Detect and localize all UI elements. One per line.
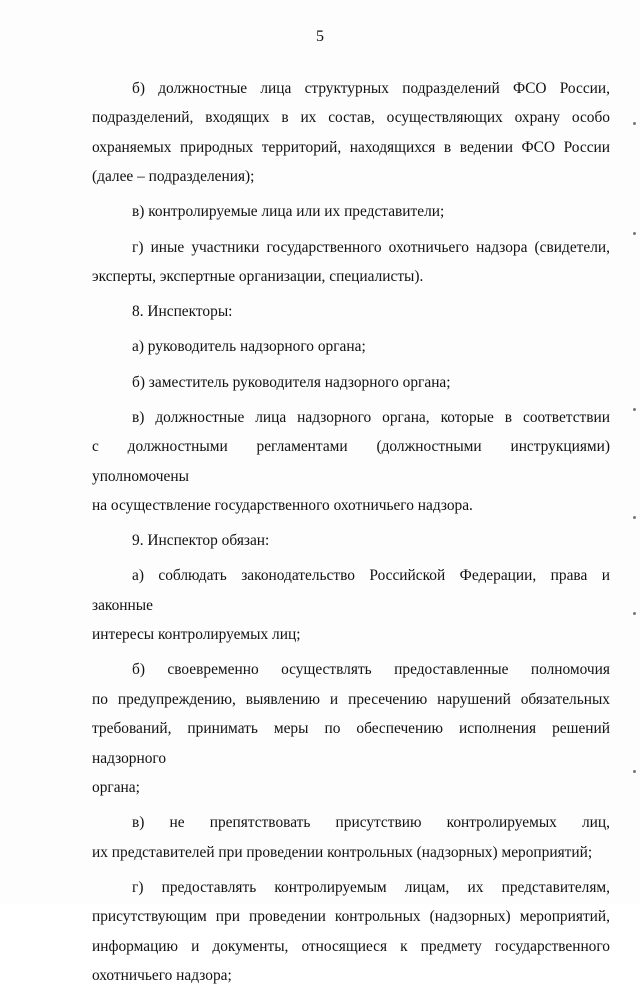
- text-line: б) должностные лица структурных подразделений ФСО России,: [132, 80, 610, 97]
- text-line: б) своевременно осуществлять предоставленные полномочия: [132, 661, 610, 679]
- text-line: органа;: [92, 779, 140, 797]
- paragraph-g-other-participants: [92, 233, 610, 292]
- paragraph-v-not-obstruct: [92, 808, 610, 867]
- text-line: г) предоставлять контролируемым лицам, их представителям,: [132, 878, 610, 896]
- paragraph-b-exercise-powers: [92, 655, 610, 802]
- text-line: присутствующим при проведении контрольных (надзорных) мероприятий,: [92, 908, 610, 926]
- text-line: в) должностные лица надзорного органа, которые в соответствии: [132, 408, 610, 426]
- paragraph-v-controlled-persons: [92, 197, 610, 226]
- page-number: 5: [316, 28, 324, 45]
- paragraph-v-authorized-officials: [92, 403, 610, 521]
- text-line: в) не препятствовать присутствию контролируемых лиц,: [132, 814, 610, 832]
- scan-artifact: [633, 232, 636, 235]
- scan-artifact: [633, 770, 636, 773]
- text-line: 8. Инспекторы:: [132, 303, 233, 321]
- section-8-heading: [92, 297, 610, 326]
- paragraph-b-deputy: [92, 368, 610, 397]
- text-line: подразделений, входящих в их состав, осуществляющих охрану особо: [92, 109, 610, 127]
- document-body: [92, 74, 610, 996]
- text-line: на осуществление государственного охотничьего надзора.: [92, 497, 473, 515]
- text-line: г) иные участники государственного охотничьего надзора (свидетели,: [132, 238, 610, 256]
- text-line: требований, принимать меры по обеспечению исполнения решений надзорного: [92, 720, 610, 767]
- text-line: а) соблюдать законодательство Российской Федерации, права и законные: [92, 567, 610, 614]
- paragraph-a-head: [92, 332, 610, 361]
- paragraph-b-officials: [92, 74, 610, 192]
- scan-artifact: [633, 612, 636, 615]
- text-line: их представителей при проведении контрольных (надзорных) мероприятий;: [92, 843, 593, 861]
- text-line: по предупреждению, выявлению и пресечению нарушений обязательных: [92, 690, 610, 708]
- paragraph-g-provide-information: [92, 873, 610, 991]
- text-line: с должностными регламентами (должностными инструкциями) уполномочены: [92, 438, 610, 485]
- text-line: охотничьего надзора;: [92, 967, 232, 985]
- paragraph-a-comply-law: [92, 561, 610, 649]
- scan-artifact: [633, 122, 636, 125]
- text-line: а) руководитель надзорного органа;: [132, 338, 366, 356]
- text-line: в) контролируемые лица или их представители;: [132, 203, 445, 221]
- text-line: охраняемых природных территорий, находящихся в ведении ФСО России: [92, 138, 610, 156]
- text-line: информацию и документы, относящиеся к предмету государственного: [92, 937, 610, 955]
- text-line: (далее – подразделения);: [92, 168, 255, 186]
- text-line: интересы контролируемых лиц;: [92, 626, 301, 644]
- section-9-heading: [92, 526, 610, 555]
- text-line: б) заместитель руководителя надзорного органа;: [132, 373, 451, 391]
- scan-artifact: [633, 516, 636, 519]
- text-line: 9. Инспектор обязан:: [132, 532, 270, 550]
- text-line: эксперты, экспертные организации, специалисты).: [92, 268, 424, 286]
- scan-artifact: [633, 408, 636, 411]
